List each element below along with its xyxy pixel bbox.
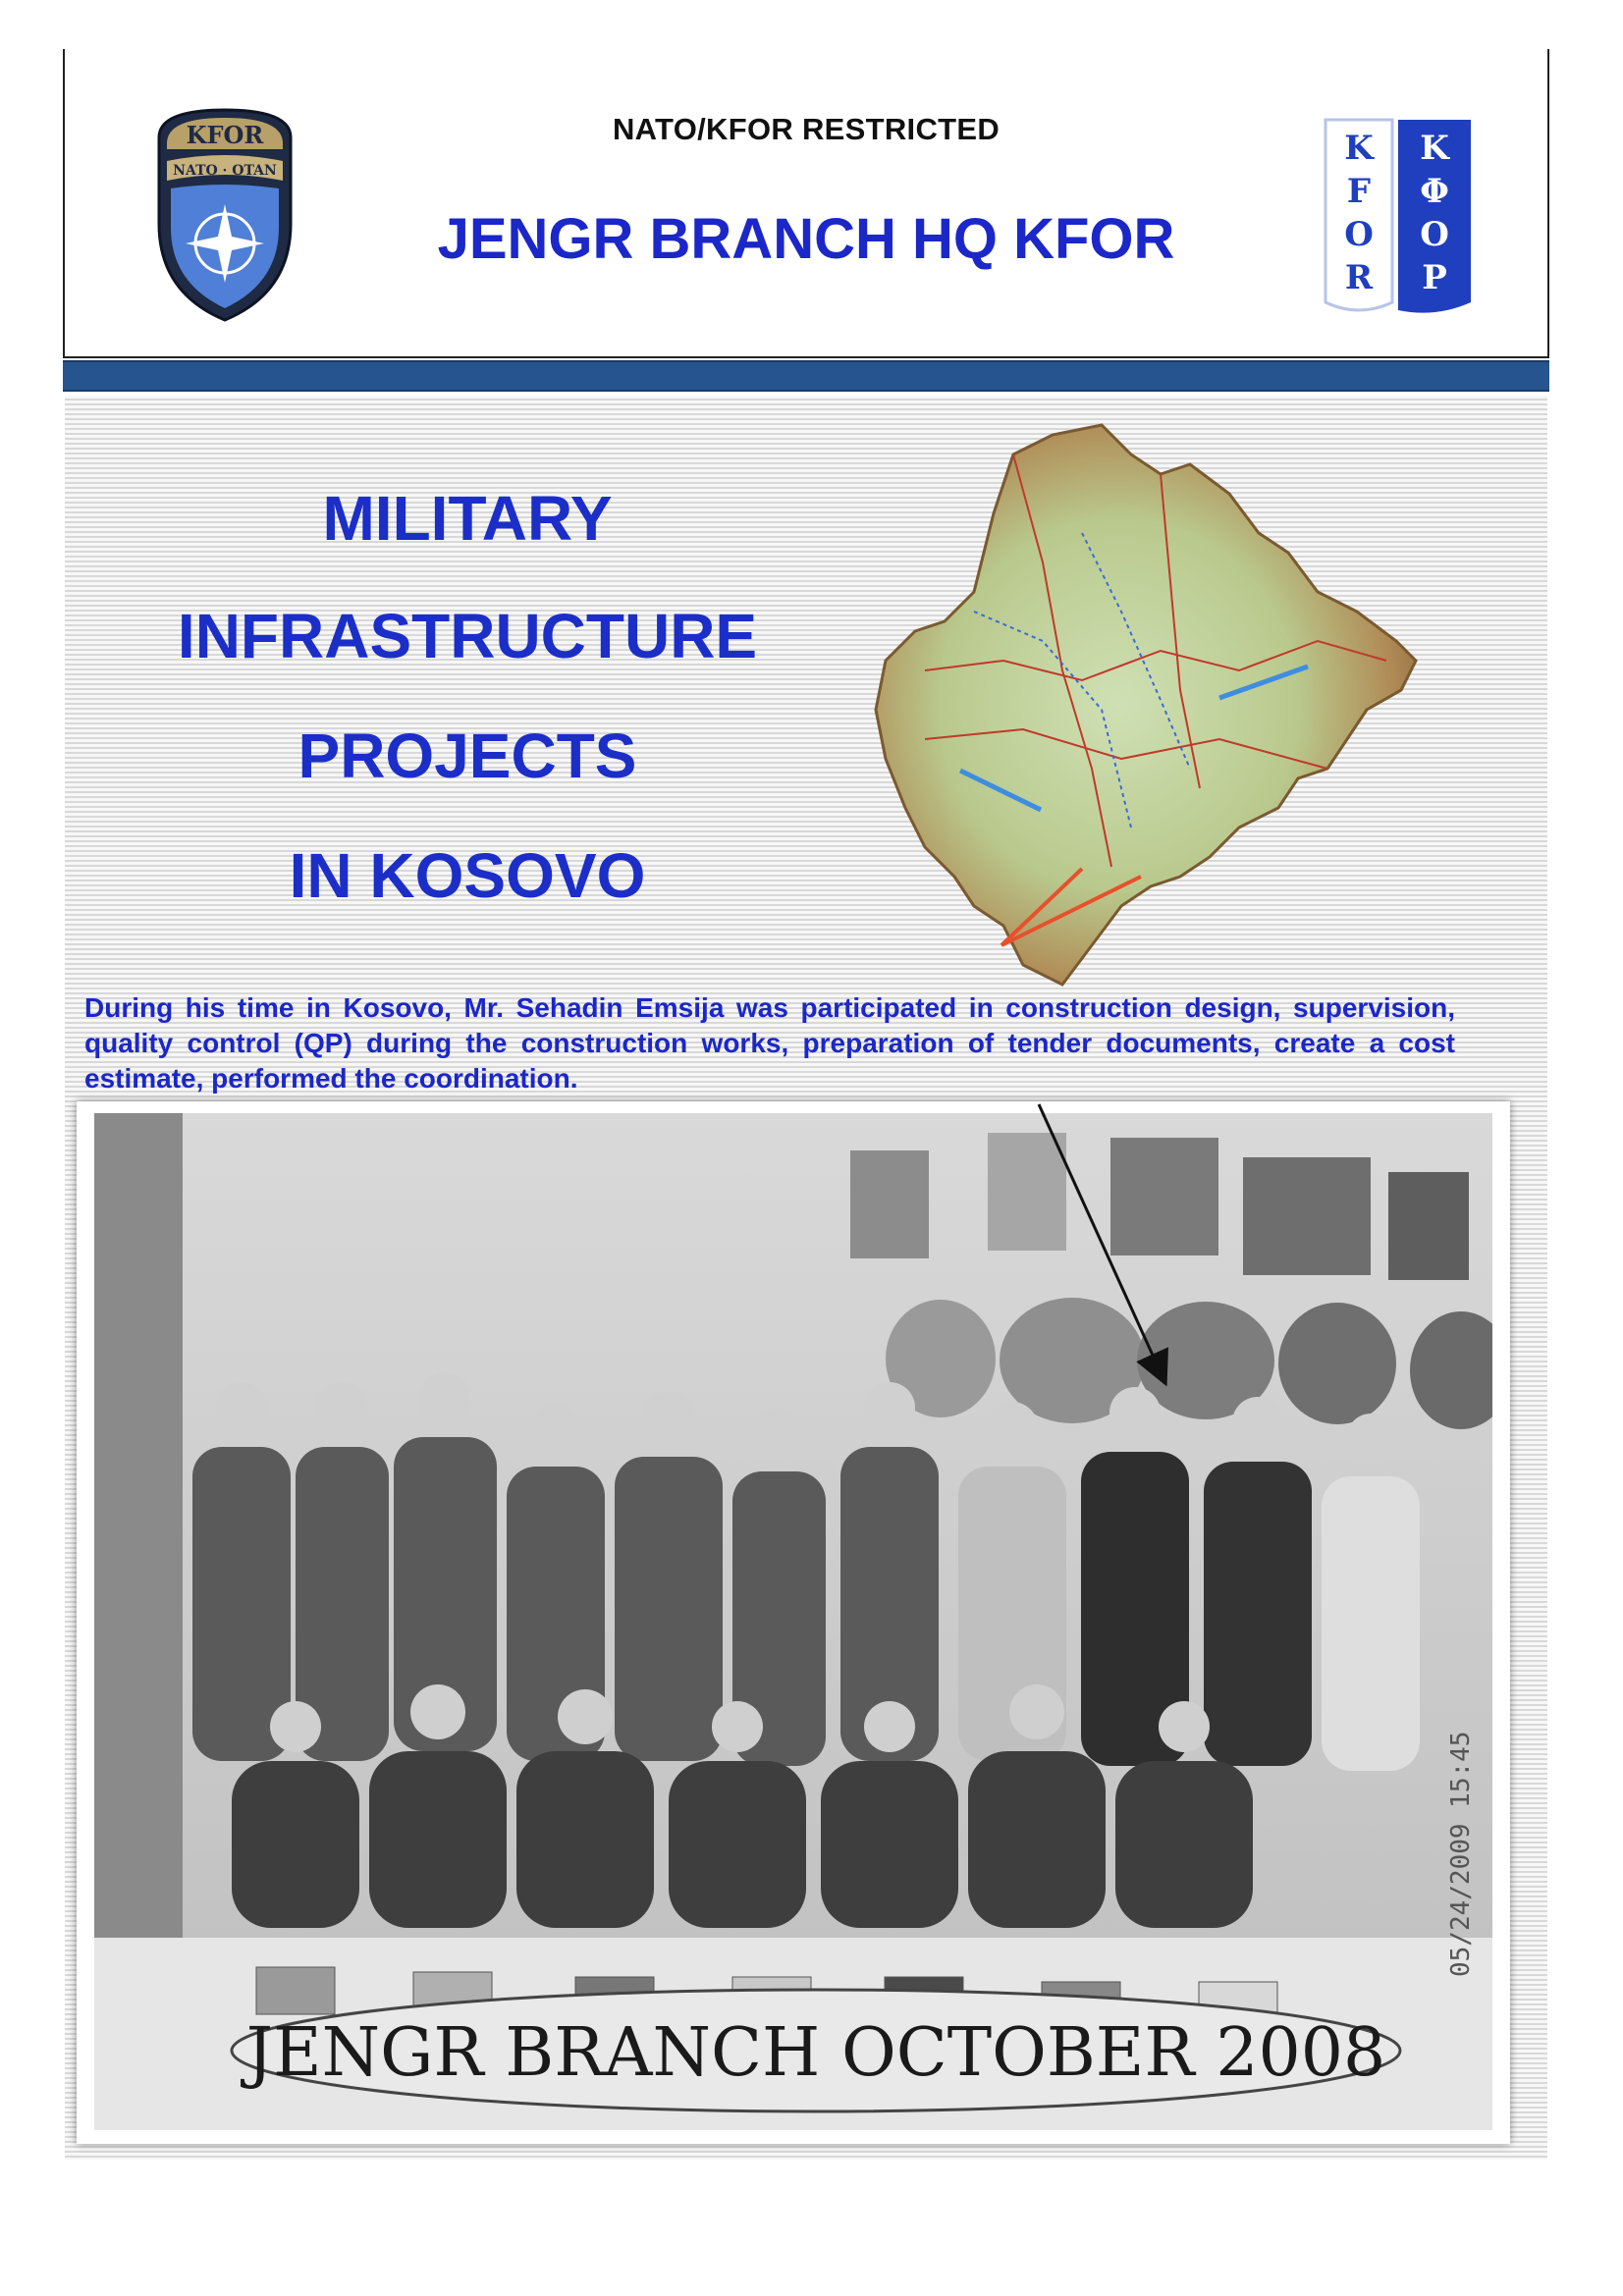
flag-left-r: R <box>1344 258 1374 297</box>
main-title-line-4: IN KOSOVO <box>289 840 646 911</box>
group-photo-frame <box>77 1101 1510 2144</box>
main-title-line-3: PROJECTS <box>298 721 637 791</box>
main-title-line-2: INFRASTRUCTURE <box>177 601 758 671</box>
photo-banner-text: JENGR BRANCH OCTOBER 2008 <box>245 2014 1386 2092</box>
flag-right-phi: Φ <box>1420 172 1449 211</box>
branch-title: JENGR BRANCH HQ KFOR <box>437 207 1175 271</box>
kfor-flag-icon <box>1320 114 1477 322</box>
description-text: During his time in Kosovo, Mr. Sehadin Emsija was participated in construction design, supervision, quality control (QP) during the construction works, preparation of tender documents, create a cost estimate, performed the coordination. <box>84 992 1455 1094</box>
header-divider-bar <box>63 360 1549 392</box>
main-title-line-1: MILITARY <box>322 483 613 554</box>
flag-left-o: O <box>1344 215 1374 254</box>
flag-right-p: P <box>1422 258 1447 297</box>
patch-top-text: KFOR <box>186 121 264 149</box>
group-photo <box>94 1113 1492 2130</box>
restricted-label: NATO/KFOR RESTRICTED <box>612 112 1001 146</box>
flag-right-o: O <box>1420 215 1449 254</box>
patch-band-text: NATO · OTAN <box>173 163 277 179</box>
flag-right-k: K <box>1420 129 1449 168</box>
flag-left-k: K <box>1344 129 1374 168</box>
flag-left-f: F <box>1346 172 1372 211</box>
kosovo-map-icon <box>866 415 1451 994</box>
content-area <box>65 396 1547 2160</box>
photo-date-stamp: 05/24/2009 15:45 <box>1446 1731 1476 1977</box>
header-box <box>63 49 1549 358</box>
